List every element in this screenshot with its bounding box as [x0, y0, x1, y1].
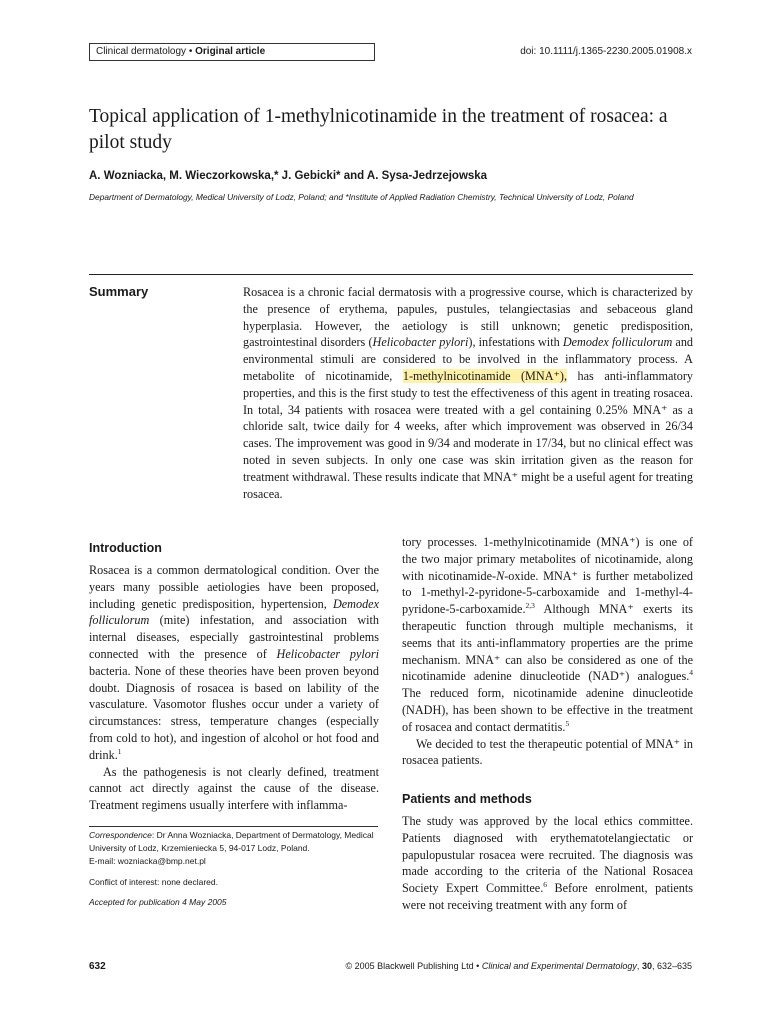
right-column	[402, 534, 693, 769]
methods-column	[402, 813, 693, 914]
intro-p1-text-b: (mite) infestation, and association with internal diseases, especially gastrointestinal problems connected with the presence of	[89, 613, 379, 661]
intro-paragraph-1	[89, 562, 379, 764]
section-category: Clinical dermatology	[96, 46, 187, 57]
citation-ref[interactable]: 1	[117, 746, 122, 756]
summary-divider	[89, 274, 693, 275]
journal-volume: 30	[641, 961, 652, 971]
intro-p1-text-a: Rosacea is a common dermatological condition. Over the years many possible aetiologies have been proposed, including genetic predisposition, hypertension,	[89, 563, 379, 611]
citation-ref[interactable]: 5	[565, 718, 570, 728]
section-separator: •	[188, 46, 193, 57]
journal-pages: , 632–635	[651, 961, 692, 971]
methods-p1-text-b: Before enrolment, patients were not receiving treatment with any form of	[402, 881, 694, 912]
intro-p3-text-a: tory processes. 1-methylnicotinamide (MNA⁺) is one of the two major primary metabolites of nicotinamide, along with nicotinamide-	[402, 535, 693, 583]
intro-p1-species-1: Demodex folliculorum	[89, 596, 379, 628]
methods-heading: Patients and methods	[402, 792, 532, 806]
correspondence-text: : Dr Anna Wozniacka, Department of Dermatology, Medical University of Lodz, Krzemieniecka 5, 94-017 Lodz, Poland.	[89, 830, 374, 853]
methods-paragraph-1	[402, 813, 693, 914]
citation-ref[interactable]: 4	[689, 668, 693, 678]
author-affiliation: Department of Dermatology, Medical University of Lodz, Poland; and *Institute of Applied Radiation Chemistry, Technical University of Lodz, Poland	[89, 192, 634, 202]
footer-separator: •	[476, 961, 480, 971]
intro-paragraph-4: We decided to test the therapeutic potential of MNA⁺ in rosacea patients.	[402, 736, 693, 768]
left-column	[89, 562, 379, 814]
journal-footer: © 2005 Blackwell Publishing Ltd • Clinical and Experimental Dermatology, 30, 632–635	[345, 961, 692, 971]
intro-paragraph-3	[402, 534, 693, 736]
summary-text-4: has anti-inflammatory properties, and this is the first study to test the effectiveness of this agent in treating rosacea. In total, 34 patients with rosacea were treated with a gel containing 0.25% MNA⁺ as a chloride salt, twice daily for 4 weeks, after which improvement was observed in 26/34 cases. The improvement was good in 9/34 and moderate in 17/34, but no clinical effect was noted in seven subjects. In only one case was skin irritation given as the reason for treatment withdrawal. These results indicate that MNA⁺ might be a useful agent for treating rosacea.	[243, 368, 693, 501]
summary-text-1: Rosacea is a chronic facial dermatosis with a progressive course, which is characterized by the presence of erythema, papules, pustules, telangiectasias and sebaceous gland hyperplasia. However, the aetiology is still unknown; genetic predisposition, gastrointestinal disorders (	[243, 285, 693, 350]
intro-p3-text-d: The reduced form, nicotinamide adenine dinucleotide (NADH), has been shown to be effective in the treatment of rosacea and contact dermatitis.	[402, 686, 693, 734]
footnote-divider	[89, 826, 378, 827]
summary-heading: Summary	[89, 284, 149, 299]
doi-link[interactable]: doi: 10.1111/j.1365-2230.2005.01908.x	[520, 46, 692, 57]
journal-name: Clinical and Experimental Dermatology	[481, 961, 637, 971]
methods-p1-text-a: The study was approved by the local ethics committee. Patients diagnosed with erythematotelangiectatic or papulopustular rosacea were recruited. The diagnosis was made according to the criteria of the National Rosacea Society Expert Committee.	[402, 814, 693, 896]
summary-highlight[interactable]: 1-methylnicotinamide (MNA⁺),	[402, 368, 568, 383]
footnotes	[89, 829, 379, 909]
intro-p3-text-c: Although MNA⁺ exerts its therapeutic function through multiple mechanisms, it seems that its anti-inflammatory properties are the prime mechanism. MNA⁺ can also be considered as one of the nicotinamide adenine dinucleotide (NAD⁺) analogues.	[402, 602, 693, 684]
summary-abstract	[243, 284, 693, 502]
accepted-note: Accepted for publication 4 May 2005	[89, 897, 227, 907]
citation-ref[interactable]: 2,3	[525, 601, 535, 611]
author-list: A. Wozniacka, M. Wieczorkowska,* J. Gebicki* and A. Sysa-Jedrzejowska	[89, 170, 488, 182]
intro-p1-species-2: Helicobacter pylori	[276, 646, 380, 661]
summary-species-2: Demodex folliculorum	[562, 335, 673, 350]
intro-p3-text-b: -oxide. MNA⁺ is further metabolized to 1-methyl-2-pyridone-5-carboxamide and 1-methyl-4-pyridone-5-carboxamide.	[402, 568, 693, 617]
section-tag	[89, 43, 375, 61]
intro-paragraph-2: As the pathogenesis is not clearly defined, treatment cannot act directly against the cause of the disease. Treatment regimens usually interfere with inflamma-	[89, 764, 379, 813]
correspondence-email[interactable]: E-mail: wozniacka@bmp.net.pl	[89, 856, 206, 866]
correspondence-label: Correspondence	[89, 830, 152, 840]
intro-p1-text-c: bacteria. None of these theories have been proven beyond doubt. Diagnosis of rosacea is based on lability of the vasculature. Vasomotor flushes occur under a variety of circumstances: stress, temperature changes (especially from cold to hot), and ingestion of alcohol or hot food and drink.	[89, 663, 379, 762]
intro-p3-italic-n: N	[496, 568, 505, 583]
introduction-heading: Introduction	[89, 541, 162, 555]
summary-species-1: Helicobacter pylori	[372, 335, 469, 350]
citation-ref[interactable]: 6	[543, 880, 547, 890]
section-type: Original article	[195, 46, 266, 57]
article-title: Topical application of 1-methylnicotinamide in the treatment of rosacea: a pilot study	[89, 106, 668, 153]
summary-text-3: and environmental stimuli are considered to be involved in the inflammatory process. A metabolite of nicotinamide,	[243, 335, 694, 383]
summary-text-2: ), infestations with	[468, 335, 563, 350]
copyright: © 2005 Blackwell Publishing Ltd	[345, 961, 474, 971]
conflict-note: Conflict of interest: none declared.	[89, 877, 218, 887]
correspondence-note	[89, 829, 379, 855]
page-number: 632	[89, 961, 106, 972]
